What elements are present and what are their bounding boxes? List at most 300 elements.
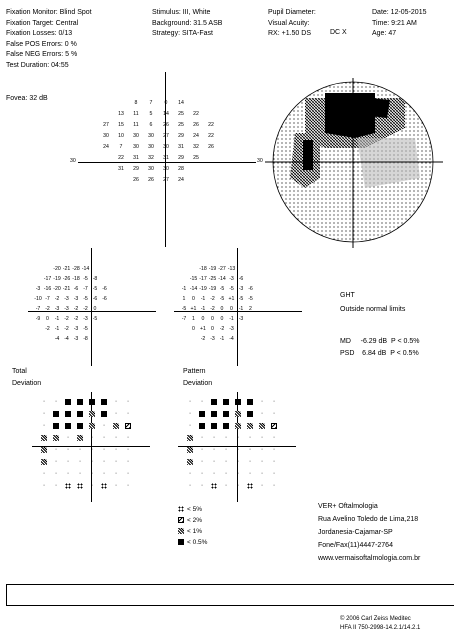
test-parameters [6, 8, 92, 72]
threshold-cell: 13 [118, 111, 124, 117]
pattern-prob-symbol [223, 483, 229, 489]
pattern-prob-symbol [235, 435, 241, 441]
threshold-cell: 7 [149, 100, 153, 106]
total-prob-symbol [125, 411, 131, 417]
pattern-prob-symbol [247, 399, 253, 405]
total-prob-symbol [65, 411, 71, 417]
threshold-cell: 25 [178, 122, 184, 128]
clinic-address: Rua Avelino Toledo de Lima,218 [318, 516, 419, 523]
pattern-prob-symbol [223, 471, 229, 477]
pattern-prob-symbol [211, 471, 217, 477]
pattern-dev-cell: +1 [190, 306, 197, 312]
total-prob-symbol [101, 483, 107, 489]
threshold-cell: 30 [148, 133, 154, 139]
total-prob-symbol [53, 483, 59, 489]
pattern-prob-symbol [259, 459, 265, 465]
pattern-prob-symbol [271, 483, 277, 489]
fixation-losses: Fixation Losses: 0/13 [6, 30, 73, 38]
threshold-cell: 26 [133, 177, 139, 183]
threshold-cell: 30 [148, 166, 154, 172]
total-prob-symbol [53, 459, 59, 465]
fovea-value: Fovea: 32 dB [6, 95, 48, 102]
pattern-prob-symbol [247, 447, 253, 453]
total-dev-cell: -6 [92, 296, 98, 302]
total-dev-cell: -2 [73, 316, 79, 322]
total-dev-cell: -3 [73, 296, 79, 302]
total-dev-cell: 0 [46, 316, 49, 322]
total-dev-cell: -18 [72, 276, 80, 282]
age: Age: 47 [372, 30, 397, 38]
pattern-dev-cell: -19 [208, 286, 217, 292]
total-prob-symbol [53, 447, 59, 453]
threshold-cell: 15 [118, 122, 124, 128]
total-prob-symbol [41, 435, 47, 441]
threshold-cell: 30 [133, 133, 139, 139]
threshold-cell: 27 [103, 122, 109, 128]
threshold-cell: 27 [163, 133, 169, 139]
pattern-prob-symbol [259, 435, 265, 441]
footer-rule-1 [6, 584, 454, 585]
total-dev-cell: -2 [73, 306, 79, 312]
threshold-cell: 27 [163, 177, 169, 183]
pattern-prob-symbol [187, 459, 193, 465]
threshold-cell: 26 [148, 177, 154, 183]
threshold-cell: 22 [193, 111, 199, 117]
patient-optics [268, 8, 316, 40]
pattern-dev-cell: -7 [181, 316, 187, 322]
pattern-dev-cell: 0 [192, 326, 195, 332]
pattern-prob-symbol [271, 435, 277, 441]
pattern-prob-symbol [259, 399, 265, 405]
threshold-cell: 22 [118, 155, 124, 161]
threshold-cell: 11 [133, 111, 139, 117]
pattern-dev-cell: -3 [210, 336, 215, 342]
total-prob-symbol [101, 423, 107, 429]
total-label-2: Deviation [12, 380, 42, 387]
pattern-dev-cell: -13 [227, 266, 236, 272]
grayscale-plot [265, 78, 445, 258]
pattern-dev-cell: -19 [208, 266, 217, 272]
total-prob-symbol [101, 399, 107, 405]
total-prob-symbol [89, 471, 95, 477]
pattern-dev-cell: -4 [229, 336, 234, 342]
total-prob-symbol [41, 483, 47, 489]
total-dev-cell: -5 [92, 286, 98, 292]
total-dev-cell: -4 [54, 336, 60, 342]
psd-index: PSD 6.84 dB P < 0.5% [340, 350, 419, 357]
threshold-cell: 32 [148, 155, 154, 161]
strategy: Strategy: SITA-Fast [152, 30, 213, 38]
pattern-dev-cell: 1 [192, 316, 195, 322]
pattern-prob-symbol [187, 423, 193, 429]
pattern-dev-cell: -1 [200, 296, 206, 302]
pattern-prob-symbol [187, 471, 193, 477]
total-prob-symbol [89, 423, 95, 429]
total-prob-symbol [101, 447, 107, 453]
pattern-prob-symbol [199, 459, 205, 465]
threshold-cell: 26 [208, 144, 214, 150]
threshold-cell: 26 [163, 122, 169, 128]
dc-value: DC X [330, 29, 347, 36]
pattern-prob-symbol [235, 423, 241, 429]
total-dev-cell: -5 [92, 316, 98, 322]
pupil-diameter: Pupil Diameter: [268, 9, 316, 16]
total-dev-cell: -2 [45, 326, 50, 332]
total-dev-cell: -2 [45, 306, 50, 312]
total-dev-cell: -3 [54, 306, 60, 312]
total-prob-symbol [77, 435, 83, 441]
pattern-prob-symbol [199, 483, 205, 489]
pattern-prob-symbol [187, 411, 193, 417]
total-dev-cell: -2 [83, 306, 88, 312]
pattern-dev-cell: 2 [249, 306, 252, 312]
pattern-prob-symbol [223, 423, 229, 429]
date-block [372, 8, 426, 40]
total-dev-cell: 0 [93, 306, 97, 312]
pattern-prob-symbol [199, 471, 205, 477]
pattern-prob-symbol [247, 423, 253, 429]
total-prob-symbol [77, 483, 83, 489]
pattern-dev-cell: -15 [189, 276, 198, 282]
copyright: © 2006 Carl Zeiss Meditec [340, 616, 411, 622]
pattern-dev-cell: -5 [219, 296, 225, 302]
threshold-cell: 24 [178, 177, 184, 183]
pattern-dev-cell: -6 [238, 276, 244, 282]
fixation-target: Fixation Target: Central [6, 19, 79, 27]
pattern-prob-symbol [199, 447, 205, 453]
threshold-cell: 29 [178, 133, 184, 139]
pattern-dev-cell: -3 [238, 316, 244, 322]
pattern-dev-cell: -5 [181, 306, 187, 312]
total-label-1: Total [12, 368, 27, 375]
total-prob-symbol [77, 411, 83, 417]
total-dev-cell: -16 [43, 286, 52, 292]
background: Background: 31.5 ASB [152, 19, 223, 27]
total-prob-symbol [113, 435, 119, 441]
pattern-prob-symbol [187, 435, 193, 441]
threshold-cell: 5 [149, 111, 153, 117]
total-prob-symbol [65, 423, 71, 429]
total-prob-symbol [41, 411, 47, 417]
visual-acuity: Visual Acuity: [268, 19, 310, 27]
pattern-prob-symbol [271, 459, 277, 465]
threshold-cell: 29 [178, 155, 184, 161]
total-prob-symbol [113, 411, 119, 417]
total-prob-symbol [113, 423, 119, 429]
total-prob-symbol [125, 483, 131, 489]
total-prob-symbol [125, 459, 131, 465]
pattern-prob-symbol [187, 483, 193, 489]
threshold-cell: 31 [178, 144, 184, 150]
total-dev-cell: -20 [53, 286, 61, 292]
md-index: MD -6.29 dB P < 0.5% [340, 338, 420, 345]
total-prob-symbol [65, 435, 71, 441]
legend-1: < 1% [178, 527, 202, 536]
pattern-prob-symbol [211, 459, 217, 465]
total-dev-cell: -26 [62, 276, 71, 282]
total-dev-cell: -3 [73, 326, 79, 332]
pattern-prob-symbol [271, 471, 277, 477]
threshold-cell: 31 [163, 155, 169, 161]
total-dev-cell: -21 [62, 266, 71, 272]
total-prob-symbol [113, 459, 119, 465]
date: Date: 12-05-2015 [372, 9, 427, 16]
pattern-prob-symbol [235, 483, 241, 489]
pattern-dev-cell: -5 [229, 286, 234, 292]
pattern-dev-cell: -6 [248, 286, 253, 292]
pattern-dev-cell: -1 [238, 306, 244, 312]
pattern-prob-symbol [271, 423, 277, 429]
total-prob-symbol [89, 447, 95, 453]
total-prob-symbol [65, 483, 71, 489]
pattern-dev-cell: 0 [211, 316, 214, 322]
total-dev-cell: -2 [64, 326, 69, 332]
pattern-prob-symbol [247, 411, 253, 417]
pattern-prob-symbol [199, 399, 205, 405]
total-dev-cell: -7 [35, 306, 41, 312]
total-prob-symbol [101, 411, 107, 417]
pattern-dev-cell: -5 [238, 296, 244, 302]
total-dev-cell: -9 [35, 316, 41, 322]
threshold-cell: 30 [163, 166, 169, 172]
threshold-cell: 24 [103, 144, 109, 150]
total-prob-symbol [53, 411, 59, 417]
total-dev-cell: -2 [64, 316, 69, 322]
fixation-monitor: Fixation Monitor: Blind Spot [6, 9, 92, 16]
total-prob-symbol [77, 423, 83, 429]
clinic-phone: Fone/Fax(11)4447-2764 [318, 542, 393, 549]
threshold-h-axis [78, 162, 256, 163]
pattern-prob-symbol [199, 423, 205, 429]
threshold-cell: 31 [133, 155, 139, 161]
total-prob-symbol [77, 471, 83, 477]
total-prob-symbol [65, 471, 71, 477]
pattern-prob-symbol [211, 399, 217, 405]
total-prob-symbol [41, 459, 47, 465]
pattern-prob-symbol [211, 411, 217, 417]
pattern-dev-cell: -3 [238, 286, 244, 292]
pattern-prob-symbol [199, 411, 205, 417]
threshold-cell: 30 [103, 133, 109, 139]
pattern-prob-symbol [187, 447, 193, 453]
threshold-cell: 11 [133, 122, 139, 128]
total-dev-cell: -3 [83, 316, 88, 322]
total-prob-symbol [65, 447, 71, 453]
pattern-prob-symbol [211, 483, 217, 489]
total-dev-cell: -17 [43, 276, 52, 282]
pattern-dev-cell: -2 [210, 296, 215, 302]
pattern-dev-cell: +1 [228, 296, 235, 302]
axis-label-right: 30 [257, 158, 263, 164]
footer-rule-left [6, 584, 7, 605]
threshold-cell: 26 [193, 122, 199, 128]
total-dev-cell: -20 [53, 266, 61, 272]
pattern-prob-symbol [235, 471, 241, 477]
total-dev-cell: -5 [83, 296, 88, 302]
pattern-dev-cell: +1 [200, 326, 206, 332]
stimulus: Stimulus: III, White [152, 9, 211, 16]
threshold-cell: 25 [193, 155, 199, 161]
pattern-dev-cell: -25 [208, 276, 217, 282]
total-dev-cell: -3 [73, 336, 79, 342]
pattern-prob-symbol [223, 459, 229, 465]
threshold-cell: 0 [164, 100, 168, 106]
pattern-dev-cell: -19 [199, 286, 207, 292]
pattern-prob-symbol [259, 447, 265, 453]
threshold-cell: 31 [118, 166, 124, 172]
total-prob-symbol [101, 459, 107, 465]
pattern-prob-symbol [211, 423, 217, 429]
total-prob-symbol [89, 435, 95, 441]
pattern-prob-symbol [235, 411, 241, 417]
false-pos-errors: False POS Errors: 0 % [6, 40, 77, 48]
total-prob-symbol [53, 471, 59, 477]
pattern-prob-symbol [247, 459, 253, 465]
pattern-dev-cell: -1 [181, 286, 187, 292]
total-prob-symbol [125, 399, 131, 405]
pattern-prob-symbol [271, 411, 277, 417]
pattern-dev-cell: 0 [220, 316, 224, 322]
total-dev-cell: -1 [54, 326, 60, 332]
axis-label-left: 30 [70, 158, 76, 164]
legend-05: < 0.5% [178, 538, 207, 547]
total-prob-symbol [89, 459, 95, 465]
total-prob-symbol [125, 471, 131, 477]
total-prob-symbol [125, 447, 131, 453]
pattern-dev-cell: 0 [201, 316, 205, 322]
total-prob-symbol [53, 423, 59, 429]
pattern-prob-symbol [247, 435, 253, 441]
pattern-prob-symbol [259, 471, 265, 477]
clinic-website: www.vermaisoftalmologia.com.br [318, 555, 421, 562]
threshold-cell: 22 [208, 133, 214, 139]
total-prob-symbol [89, 399, 95, 405]
pattern-label-1: Pattern [183, 368, 206, 375]
total-dev-cell: -21 [62, 286, 71, 292]
total-prob-symbol [41, 471, 47, 477]
pattern-dev-cell: -27 [218, 266, 226, 272]
pattern-dev-cell: -1 [229, 316, 234, 322]
pattern-prob-symbol [247, 483, 253, 489]
total-prob-symbol [65, 459, 71, 465]
pattern-dev-cell: -14 [218, 276, 226, 282]
pattern-prob-symbol [223, 435, 229, 441]
pattern-dev-cell: -2 [210, 306, 215, 312]
total-prob-symbol [77, 459, 83, 465]
total-prob-symbol [113, 399, 119, 405]
pattern-dev-cell: 0 [220, 306, 224, 312]
time: Time: 9:21 AM [372, 19, 417, 27]
total-prob-symbol [77, 447, 83, 453]
clinic-info [318, 500, 420, 565]
pattern-dev-cell: -5 [248, 296, 253, 302]
threshold-cell: 22 [208, 122, 214, 128]
threshold-cell: 14 [178, 100, 184, 106]
pattern-dev-cell: -1 [200, 306, 206, 312]
pattern-dev-cell: -2 [200, 336, 206, 342]
legend-5: < 5% [178, 505, 202, 514]
pattern-dev-cell: -2 [219, 326, 225, 332]
pattern-prob-symbol [223, 411, 229, 417]
threshold-cell: 14 [163, 111, 169, 117]
total-dev-cell: -6 [102, 286, 107, 292]
pattern-prob-symbol [247, 471, 253, 477]
pattern-prob-symbol [259, 423, 265, 429]
pattern-prob-symbol [211, 435, 217, 441]
total-prob-symbol [101, 471, 107, 477]
threshold-cell: 30 [133, 144, 139, 150]
pattern-prob-symbol [271, 399, 277, 405]
total-dev-cell: -7 [45, 296, 50, 302]
clinic-city: Jordanesia-Cajamar-SP [318, 529, 393, 536]
total-prob-symbol [65, 399, 71, 405]
ght-title: GHT [340, 292, 355, 299]
pattern-dev-cell: -5 [219, 286, 225, 292]
pattern-prob-symbol [223, 399, 229, 405]
total-prob-symbol [113, 483, 119, 489]
pattern-prob-symbol [235, 447, 241, 453]
threshold-cell: 7 [119, 144, 123, 150]
total-prob-symbol [41, 447, 47, 453]
threshold-cell: 6 [149, 122, 153, 128]
footer-rule-2 [6, 605, 454, 606]
test-duration: Test Duration: 04:55 [6, 61, 69, 69]
threshold-cell: 8 [134, 100, 138, 106]
pattern-prob-symbol [235, 459, 241, 465]
threshold-cell: 28 [178, 166, 184, 172]
total-prob-symbol [125, 423, 131, 429]
pattern-dev-cell: -18 [199, 266, 207, 272]
pattern-dev-cell: -1 [219, 336, 225, 342]
total-dev-cell: -3 [64, 306, 69, 312]
total-prob-symbol [41, 423, 47, 429]
pattern-prob-symbol [211, 447, 217, 453]
total-dev-cell: -19 [53, 276, 61, 282]
pattern-prob-symbol [223, 447, 229, 453]
legend-2: < 2% [178, 516, 202, 525]
rx: RX: +1.50 DS [268, 30, 311, 38]
clinic-name: VER+ Oftalmologia [318, 503, 378, 510]
pattern-dev-cell: -3 [229, 326, 234, 332]
total-prob-symbol [53, 399, 59, 405]
total-prob-symbol [41, 399, 47, 405]
pattern-prob-symbol [187, 399, 193, 405]
pattern-dev-cell: 0 [192, 296, 195, 302]
total-dev-cell: -7 [83, 286, 88, 292]
ght-result: Outside normal limits [340, 306, 406, 313]
false-neg-errors: False NEG Errors: 5 % [6, 51, 78, 59]
total-dev-cell: -1 [54, 316, 60, 322]
total-dev-cell: -8 [92, 276, 98, 282]
total-prob-symbol [53, 435, 59, 441]
pattern-prob-symbol [235, 399, 241, 405]
total-prob-symbol [89, 411, 95, 417]
pattern-prob-symbol [259, 411, 265, 417]
total-dev-cell: -10 [34, 296, 42, 302]
total-dev-cell: -6 [73, 286, 79, 292]
total-dev-cell: -3 [64, 296, 69, 302]
pattern-dev-cell: 0 [211, 326, 214, 332]
threshold-cell: 29 [133, 166, 139, 172]
total-dev-cell: -14 [81, 266, 90, 272]
threshold-cell: 30 [148, 144, 154, 150]
total-prob-symbol [101, 435, 107, 441]
stimulus-parameters [152, 8, 222, 40]
footer [340, 615, 420, 633]
pattern-dev-cell: -14 [189, 286, 198, 292]
total-prob-symbol [113, 471, 119, 477]
total-dev-cell: -5 [83, 276, 88, 282]
